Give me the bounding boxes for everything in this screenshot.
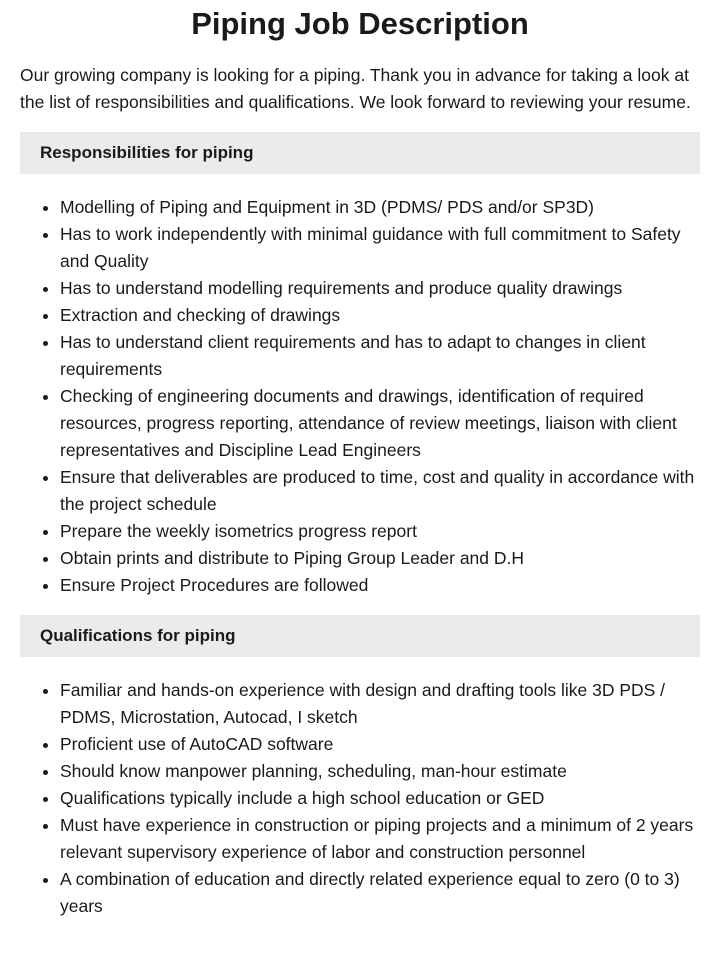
list-item: • Has to understand modelling requirements and produce quality drawings [60,275,700,302]
list-item: • Extraction and checking of drawings [60,302,700,329]
list-item: • Modelling of Piping and Equipment in 3D (PDMS/ PDS and/or SP3D) [60,194,700,221]
section-list [0,677,700,920]
list-item: • Prepare the weekly isometrics progress report [60,518,700,545]
list-item: • Has to work independently with minimal guidance with full commitment to Safety and Quality [60,221,700,275]
page-title: Piping Job Description [191,6,529,41]
list-item: • Proficient use of AutoCAD software [60,731,700,758]
list-item: • Ensure that deliverables are produced to time, cost and quality in accordance with the project schedule [60,464,700,518]
intro-text: Our growing company is looking for a piping. Thank you in advance for taking a look at the list of responsibilities and qualifications. We look forward to reviewing your resume. [20,65,691,112]
list-item: • Familiar and hands-on experience with design and drafting tools like 3D PDS / PDMS, Microstation, Autocad, I sketch [60,677,700,731]
list-item: • Has to understand client requirements and has to adapt to changes in client requirements [60,329,700,383]
list-item: • Qualifications typically include a high school education or GED [60,785,700,812]
section-heading: Qualifications for piping [20,615,700,657]
list-item: • A combination of education and directly related experience equal to zero (0 to 3) years [60,866,700,920]
list-item: • Checking of engineering documents and drawings, identification of required resources, progress reporting, attendance of review meetings, liaison with client representatives and Discipline Lead Engineers [60,383,700,464]
list-item: • Obtain prints and distribute to Piping Group Leader and D.H [60,545,700,572]
list-item: • Ensure Project Procedures are followed [60,572,700,599]
section-list [0,194,700,599]
list-item: • Should know manpower planning, scheduling, man-hour estimate [60,758,700,785]
section-heading: Responsibilities for piping [20,132,700,174]
list-item: • Must have experience in construction or piping projects and a minimum of 2 years relevant supervisory experience of labor and construction personnel [60,812,700,866]
